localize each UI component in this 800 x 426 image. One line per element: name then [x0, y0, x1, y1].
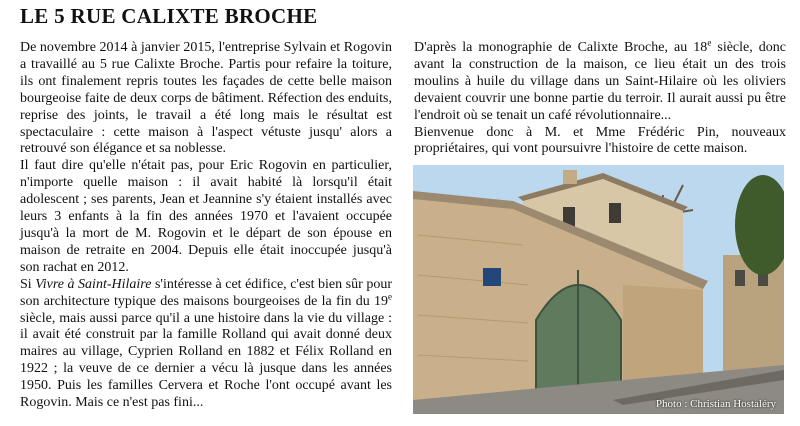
left-column [20, 40, 392, 412]
paragraph-history: Si Vivre à Saint-Hilaire s'intéresse à cet édifice, c'est bien sûr pour son architecture typique des maisons bourgeoises de la fin du 19e siècle, mais aussi parce qu'il a une histoire dans la vie du village : il avait été construit par la famille Rolland qui avait donné deux maires au village, Cyprien Rolland en 1882 et Félix Rolland en 1922 ; la veuve de ce dernier a vécu là jusque dans les années 1950. Puis les familles Cervera et Roche l'ont occupé avant les Rogovin. Mais ce n'est pas fini... [20, 276, 392, 411]
house-photo [413, 165, 784, 414]
magazine-name: Vivre à Saint-Hilaire [35, 276, 152, 292]
paragraph-oil-mill: D'après la monographie de Calixte Broche, au 18e siècle, donc avant la construction de la maison, ce lieu était un des trois moulins à huile du village dans un Saint-Hilaire où les oliviers devaient couvrir une bonne partie du terroir. Il aurait aussi pu être l'endroit où se tenait un café révolutionnaire... [414, 37, 786, 123]
photo-credit: Photo : Christian Hostaléry [655, 398, 776, 410]
paragraph-welcome: Bienvenue donc à M. et Mme Frédéric Pin, nouveaux propriétaires, qui vont poursuivre l'histoire de cette maison. [414, 124, 786, 157]
paragraph-renovation: De novembre 2014 à janvier 2015, l'entreprise Sylvain et Rogovin a travaillé au 5 rue Calixte Broche. Partis pour refaire la toiture, ils ont finalement repris toutes les façades de cette belle maison bourgeoise faite de deux corps de bâtiment. Réfection des enduits, reprise des joints, le travail a été long mais le résultat est spectaculaire : cette maison à l'aspect vétuste jusqu' alors a retrouvé son élégance et sa noblesse. [20, 40, 392, 157]
house-illustration [413, 165, 784, 414]
page-title: LE 5 RUE CALIXTE BROCHE [20, 4, 318, 28]
right-column [414, 37, 786, 158]
paragraph-rogovin-family: Il faut dire qu'elle n'était pas, pour Eric Rogovin en particulier, n'importe quelle maison : il avait habité là lorsqu'il était adolescent ; ses parents, Jean et Jeannine s'y étaient installés avec leurs 3 enfants à la fin des années 1970 et l'avaient occupée jusqu'à la mort de M. Rogovin et le départ de son épouse en maison de retraite en 2004. Depuis elle était inoccupée jusqu'à son rachat en 2012. [20, 158, 392, 275]
